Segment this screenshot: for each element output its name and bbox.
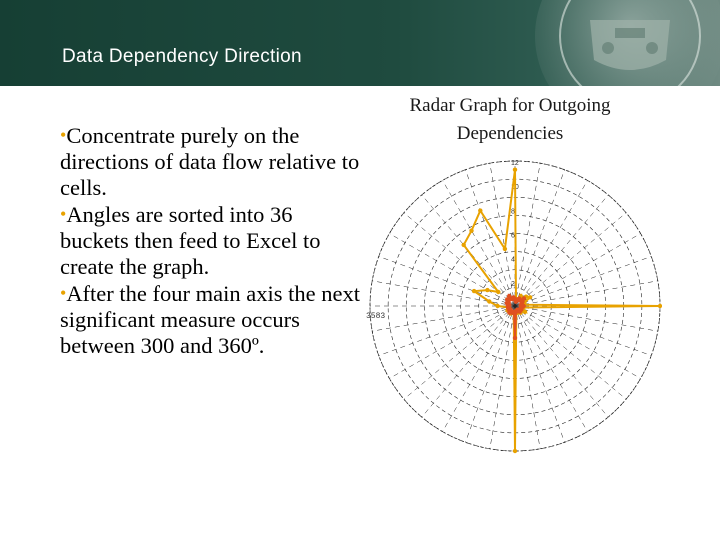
bullet-icon: • xyxy=(60,283,67,303)
bullet-text: Concentrate purely on the directions of data flow relative to cells. xyxy=(60,123,360,200)
value-axis-tick-label: 2 xyxy=(511,280,515,288)
data-point xyxy=(523,310,527,314)
grid-spoke xyxy=(490,306,515,449)
grid-spoke xyxy=(515,170,565,306)
data-point xyxy=(507,294,511,298)
grid-spoke xyxy=(515,306,658,331)
grid-spoke xyxy=(515,306,626,399)
bullet-list xyxy=(60,122,360,359)
bullet-text: Angles are sorted into 36 buckets then feed to Excel to create the graph. xyxy=(60,202,321,279)
data-point xyxy=(469,229,473,233)
scale-readout: 3583 xyxy=(366,312,386,321)
grid-spoke xyxy=(515,306,540,449)
radar-series xyxy=(462,168,663,454)
value-axis-tick-label: 4 xyxy=(511,256,515,264)
grid-spoke xyxy=(515,306,651,356)
grid-spoke xyxy=(422,306,515,417)
data-point xyxy=(472,289,476,293)
university-seal-icon xyxy=(520,0,720,86)
grid-spoke xyxy=(404,306,515,399)
list-item xyxy=(60,122,360,201)
grid-spoke xyxy=(465,306,515,442)
data-point xyxy=(528,295,532,299)
data-point xyxy=(511,295,515,299)
grid-spoke xyxy=(379,256,515,306)
value-axis-tick-label: 6 xyxy=(511,232,515,240)
data-point xyxy=(513,336,517,340)
data-point xyxy=(658,304,662,308)
data-point xyxy=(495,304,499,308)
data-point xyxy=(496,290,500,294)
page-title: Data Dependency Direction xyxy=(62,46,302,67)
series-line xyxy=(464,170,660,451)
grid-spoke xyxy=(372,306,515,331)
value-axis-tick-label: 12 xyxy=(511,160,519,167)
grid-spoke xyxy=(515,281,658,306)
grid-spoke xyxy=(515,306,608,417)
data-point xyxy=(503,247,507,251)
data-point xyxy=(462,243,466,247)
grid-spoke xyxy=(515,306,565,442)
data-point xyxy=(478,208,482,212)
data-point xyxy=(487,299,491,303)
bullet-icon: • xyxy=(60,204,67,224)
bullet-text: After the four main axis the next significant measure occurs between 300 and 360º. xyxy=(60,281,360,358)
value-axis-tick-label: 10 xyxy=(511,184,519,192)
chart-title: Radar Graph for Outgoing Dependencies xyxy=(409,95,611,144)
data-point xyxy=(485,288,489,292)
bullet-icon: • xyxy=(60,125,67,145)
list-item xyxy=(60,201,360,280)
radar-chart xyxy=(362,150,662,460)
grid-spoke xyxy=(515,213,626,306)
grid-spoke xyxy=(515,256,651,306)
grid-spoke xyxy=(465,170,515,306)
list-item xyxy=(60,280,360,359)
grid-spoke xyxy=(515,195,608,306)
grid-spoke xyxy=(379,306,515,356)
header-bar xyxy=(0,0,720,86)
value-axis-tick-label: 8 xyxy=(511,208,515,216)
data-point xyxy=(513,168,517,172)
data-point xyxy=(513,449,517,453)
